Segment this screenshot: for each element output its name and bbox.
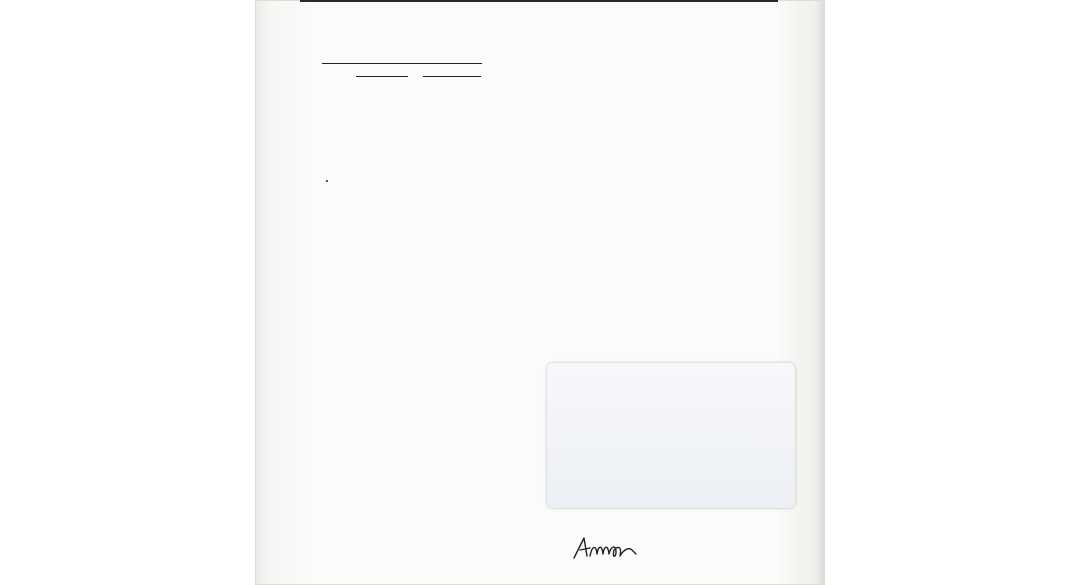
membership-card bbox=[547, 363, 795, 508]
letterhead-rule bbox=[300, 0, 778, 8]
reply-date-line bbox=[423, 76, 481, 77]
handwritten-signature bbox=[570, 532, 650, 564]
dot-mark bbox=[326, 180, 328, 182]
date-number-line bbox=[322, 63, 482, 64]
reply-number-line bbox=[356, 76, 408, 77]
